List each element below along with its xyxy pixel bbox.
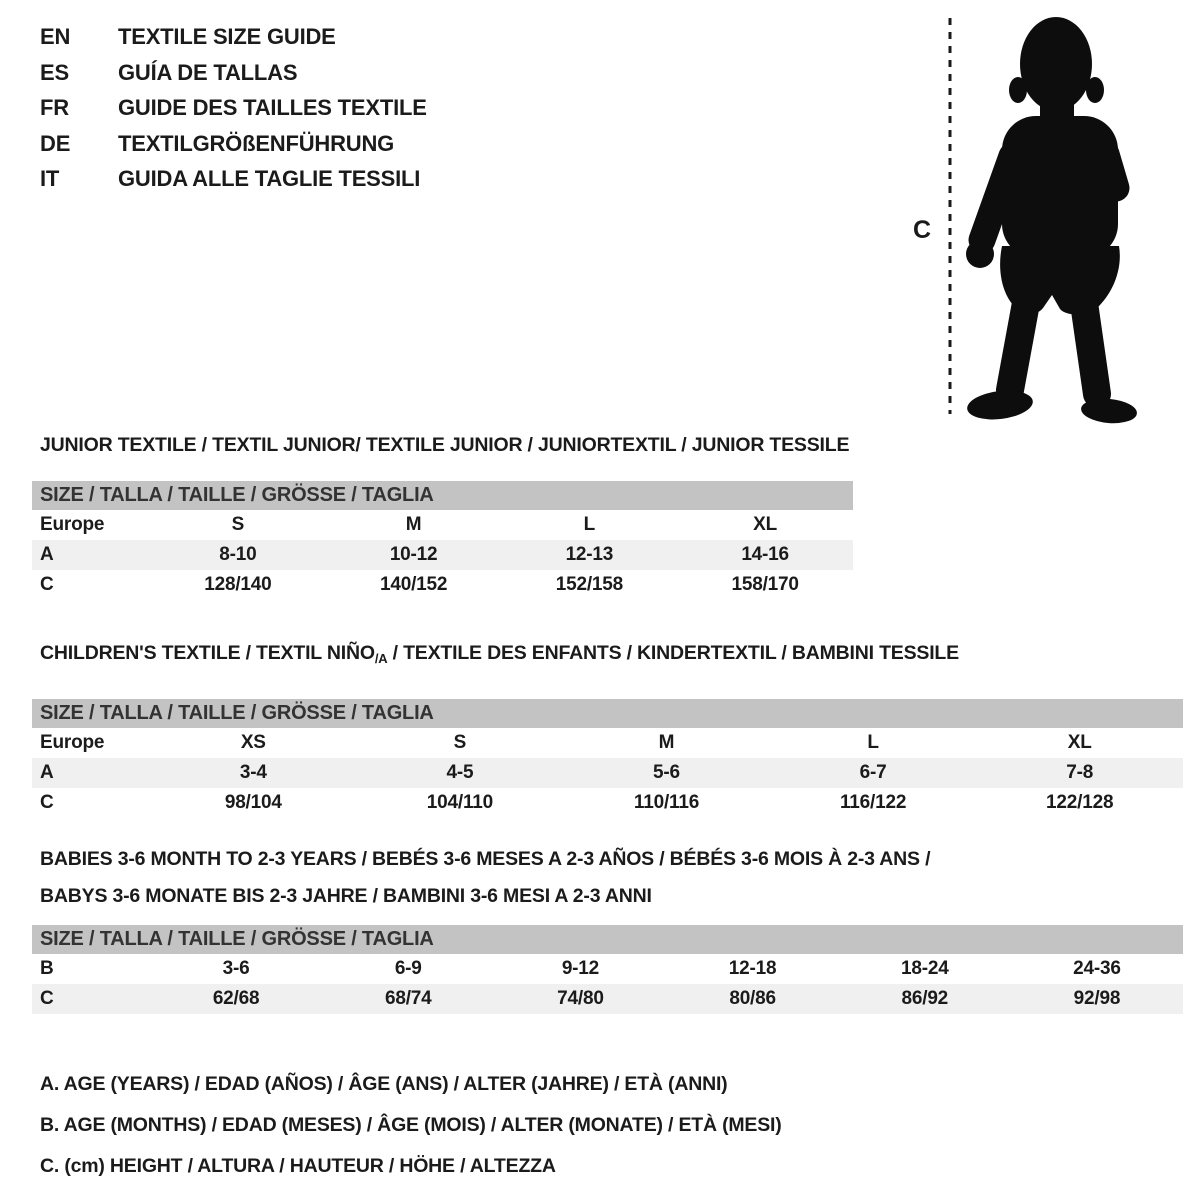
size-cell: 92/98 (1073, 988, 1121, 1009)
size-cell: L (867, 732, 879, 753)
table-row (32, 570, 853, 600)
title-subscript: /A (374, 651, 388, 666)
row-label: C (40, 792, 54, 813)
language-row (40, 19, 427, 55)
size-table (32, 728, 1183, 818)
title-text: JUNIOR TEXTILE / TEXTIL JUNIOR/ TEXTILE JUNIOR / JUNIORTEXTIL / JUNIOR TESSILE (40, 434, 850, 456)
size-cell: 3-6 (222, 958, 250, 979)
size-cell: 10-12 (389, 544, 438, 565)
section-junior-textile (32, 433, 853, 600)
size-cell: 7-8 (1066, 762, 1094, 783)
size-cell: S (453, 732, 467, 753)
row-label: Europe (40, 732, 105, 753)
size-cell: 5-6 (653, 762, 680, 783)
size-cell: 4-5 (446, 762, 474, 783)
size-cell: S (231, 514, 245, 535)
size-cell: 128/140 (204, 574, 272, 595)
size-cell: 12-13 (565, 544, 614, 565)
size-cell: 68/74 (384, 988, 432, 1009)
section-title (32, 641, 1183, 671)
row-label: A (40, 544, 54, 565)
section-title (32, 841, 1183, 915)
language-code: ES (40, 59, 69, 85)
size-cell: 12-18 (728, 958, 777, 979)
table-row (32, 984, 1183, 1014)
size-cell: 18-24 (900, 958, 949, 979)
toddler-silhouette-figure (900, 8, 1160, 438)
size-header-band: SIZE / TALLA / TAILLE / GRÖSSE / TAGLIA (32, 481, 853, 510)
row-label: C (40, 574, 54, 595)
size-table (32, 954, 1183, 1014)
language-code: DE (40, 130, 71, 156)
row-label: C (40, 988, 54, 1009)
row-label: B (40, 958, 54, 979)
size-cell: 14-16 (741, 544, 789, 565)
footnotes (40, 1064, 782, 1187)
table-row (32, 954, 1183, 984)
size-cell: 80/86 (729, 988, 776, 1009)
size-cell: 104/110 (426, 792, 493, 813)
size-cell: 110/116 (633, 792, 700, 813)
footnote-line: A. AGE (YEARS) / EDAD (AÑOS) / ÂGE (ANS) / ALTER (JAHRE) / ETÀ (ANNI) (40, 1073, 728, 1095)
language-title: TEXTILE SIZE GUIDE (118, 24, 336, 49)
size-cell: 158/170 (731, 574, 799, 595)
footnote-line: B. AGE (MONTHS) / EDAD (MESES) / ÂGE (MOIS) / ALTER (MONATE) / ETÀ (MESI) (40, 1114, 782, 1136)
size-cell: 9-12 (561, 958, 600, 979)
size-header-band: SIZE / TALLA / TAILLE / GRÖSSE / TAGLIA (32, 699, 1183, 728)
size-cell: 6-9 (394, 958, 422, 979)
size-cell: M (405, 514, 422, 535)
language-code: FR (40, 95, 69, 120)
size-cell: L (583, 514, 596, 535)
language-title: GUÍA DE TALLAS (118, 59, 298, 85)
title-text: / TEXTILE DES ENFANTS / KINDERTEXTIL / BAMBINI TESSILE (387, 642, 959, 664)
language-title: GUIDE DES TAILLES TEXTILE (118, 95, 427, 120)
size-cell: 122/128 (1046, 792, 1114, 813)
size-cell: 140/152 (379, 574, 448, 595)
size-cell: 116/122 (839, 792, 907, 813)
title-text: BABYS 3-6 MONATE BIS 2-3 JAHRE / BAMBINI 3-6 MESI A 2-3 ANNI (40, 885, 652, 907)
size-cell: 62/68 (212, 988, 260, 1009)
language-row (40, 55, 427, 91)
size-cell: 8-10 (219, 544, 257, 565)
size-table (32, 510, 853, 600)
section-childrens-textile (32, 641, 1183, 818)
size-cell: XS (240, 732, 266, 753)
size-cell: M (658, 732, 675, 753)
title-text: CHILDREN'S TEXTILE / TEXTIL NIÑO (40, 642, 375, 664)
row-label: Europe (40, 514, 105, 535)
size-cell: 74/80 (557, 988, 604, 1009)
section-babies-textile (32, 841, 1183, 1014)
size-cell: 98/104 (224, 792, 282, 813)
section-title-line (40, 878, 1183, 915)
language-row (40, 161, 427, 197)
language-legend (40, 19, 427, 197)
language-title: GUIDA ALLE TAGLIE TESSILI (118, 166, 421, 191)
size-cell: 86/92 (901, 988, 949, 1009)
title-text: BABIES 3-6 MONTH TO 2-3 YEARS / BEBÉS 3-6 MESES A 2-3 AÑOS / BÉBÉS 3-6 MOIS À 2-3 ANS / (40, 848, 931, 870)
section-title-line (40, 641, 1183, 671)
size-cell: 6-7 (859, 762, 887, 783)
size-cell: XL (1067, 732, 1092, 753)
language-row (40, 126, 427, 162)
table-row (32, 758, 1183, 788)
section-title (32, 433, 853, 457)
table-row (32, 788, 1183, 818)
table-row (32, 510, 853, 540)
row-label: A (40, 762, 54, 783)
section-title-line (40, 433, 853, 457)
language-code: IT (40, 166, 60, 191)
language-row (40, 90, 427, 126)
size-cell: XL (753, 514, 778, 535)
table-row (32, 540, 853, 570)
toddler-silhouette-icon (966, 17, 1138, 425)
table-row (32, 728, 1183, 758)
section-title-line (40, 841, 1183, 878)
size-cell: 152/158 (555, 574, 624, 595)
height-label: C (913, 216, 931, 244)
size-cell: 24-36 (1073, 958, 1121, 979)
footnote-line: C. (cm) HEIGHT / ALTURA / HAUTEUR / HÖHE / ALTEZZA (40, 1155, 556, 1177)
size-cell: 3-4 (239, 762, 267, 783)
size-header-band: SIZE / TALLA / TAILLE / GRÖSSE / TAGLIA (32, 925, 1183, 954)
language-code: EN (40, 24, 71, 49)
language-title: TEXTILGRÖßENFÜHRUNG (118, 130, 395, 156)
